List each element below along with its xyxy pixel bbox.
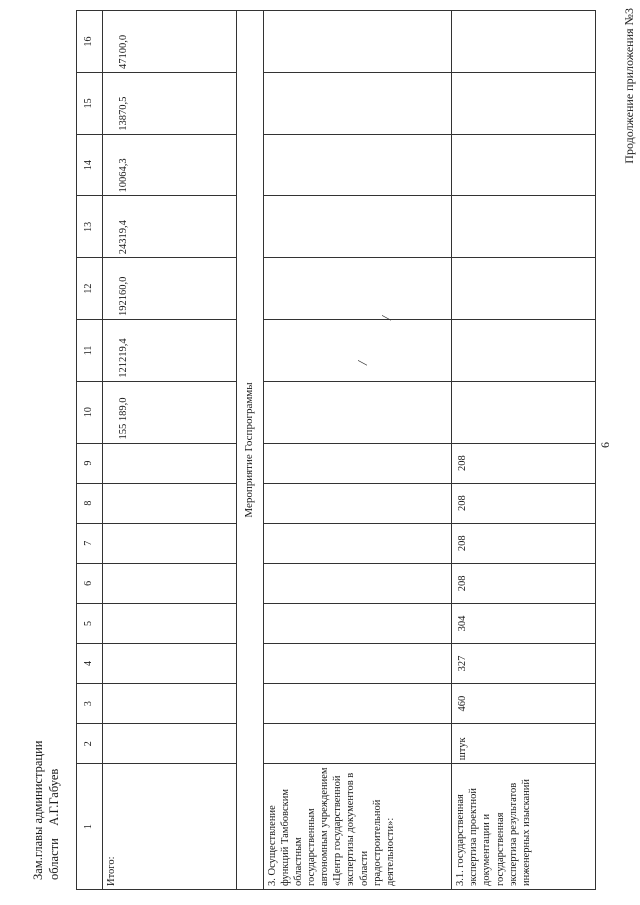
header-cell: 8	[77, 483, 103, 523]
empty-cell	[263, 724, 451, 764]
total-value: 24319,4	[103, 196, 237, 258]
header-cell: 11	[77, 320, 103, 382]
section-row	[237, 11, 263, 890]
empty-cell	[103, 684, 237, 724]
empty-cell	[452, 381, 596, 443]
value-cell: 208	[452, 443, 596, 483]
total-value: 47100,0	[103, 11, 237, 73]
empty-cell	[263, 320, 451, 382]
empty-cell	[103, 483, 237, 523]
signature-name: А.Г.Габуев	[47, 768, 62, 826]
empty-cell	[263, 134, 451, 196]
subactivity-label: 3.1. государственная экспертиза проектной документации и государственная экспертиза результатов инженерных изысканий	[452, 764, 596, 890]
empty-cell	[263, 483, 451, 523]
section-title: Мероприятие Госпрограммы	[237, 11, 263, 890]
header-cell: 5	[77, 603, 103, 643]
unit-cell: штук	[452, 724, 596, 764]
value-cell: 460	[452, 684, 596, 724]
signature-region: области	[47, 838, 62, 880]
header-cell: 6	[77, 563, 103, 603]
activity-label: 3. Осуществление функций Тамбовским областным государственным автономным учреждением «Центр государственной экспертизы документов в области градостроительной деятельности»:	[263, 764, 451, 890]
page-number: 6	[598, 442, 612, 448]
total-value: 13870,5	[103, 72, 237, 134]
value-cell: 208	[452, 523, 596, 563]
empty-cell	[263, 11, 451, 73]
total-value: 121219,4	[103, 320, 237, 382]
empty-cell	[452, 11, 596, 73]
header-cell: 13	[77, 196, 103, 258]
header-cell: 7	[77, 523, 103, 563]
header-cell: 12	[77, 258, 103, 320]
empty-cell	[263, 196, 451, 258]
header-cell: 9	[77, 443, 103, 483]
empty-cell	[263, 684, 451, 724]
header-cell: 10	[77, 381, 103, 443]
total-value: 10064,3	[103, 134, 237, 196]
total-value: 155 189,0	[103, 381, 237, 443]
signature-line2	[46, 741, 62, 880]
signature-block	[30, 741, 63, 880]
empty-cell	[452, 320, 596, 382]
signature-title: Зам.главы администрации	[31, 740, 45, 880]
appendix-note: Продолжение приложения №3	[622, 8, 636, 164]
total-label: Итого:	[103, 764, 237, 890]
value-cell: 208	[452, 563, 596, 603]
activity-row	[263, 11, 451, 890]
header-cell: 15	[77, 72, 103, 134]
header-row	[77, 11, 103, 890]
empty-cell	[263, 72, 451, 134]
empty-cell	[263, 443, 451, 483]
value-cell: 208	[452, 483, 596, 523]
header-cell: 16	[77, 11, 103, 73]
value-cell: 304	[452, 603, 596, 643]
program-table	[76, 10, 596, 890]
subactivity-row	[452, 11, 596, 890]
header-cell: 3	[77, 684, 103, 724]
empty-cell	[263, 644, 451, 684]
empty-cell	[452, 134, 596, 196]
empty-cell	[263, 603, 451, 643]
empty-cell	[452, 196, 596, 258]
header-cell: 2	[77, 724, 103, 764]
empty-cell	[263, 563, 451, 603]
empty-cell	[103, 644, 237, 684]
header-cell: 4	[77, 644, 103, 684]
value-cell: 327	[452, 644, 596, 684]
empty-cell	[103, 563, 237, 603]
empty-cell	[263, 523, 451, 563]
empty-cell	[103, 523, 237, 563]
total-row	[103, 11, 237, 890]
header-cell: 14	[77, 134, 103, 196]
total-value: 192160,0	[103, 258, 237, 320]
empty-cell	[452, 258, 596, 320]
empty-cell	[452, 72, 596, 134]
empty-cell	[103, 603, 237, 643]
header-cell: 1	[77, 764, 103, 890]
empty-cell	[263, 258, 451, 320]
empty-cell	[103, 724, 237, 764]
empty-cell	[263, 381, 451, 443]
empty-cell	[103, 443, 237, 483]
pen-mark: /	[356, 361, 371, 365]
pen-mark: /	[380, 316, 395, 320]
